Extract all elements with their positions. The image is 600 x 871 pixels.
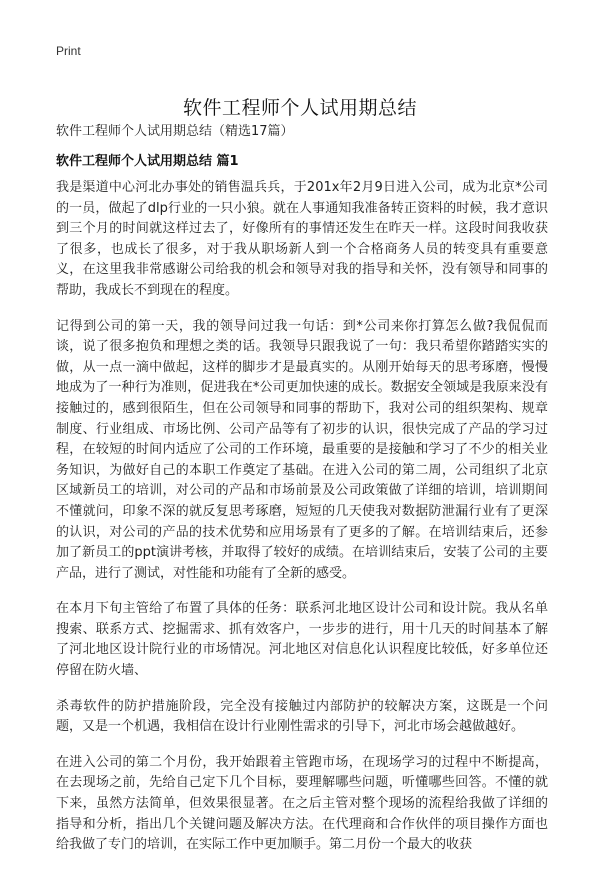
paragraph-3: 在本月下旬主管给了布置了具体的任务：联系河北地区设计公司和设计院。我从名单搜索、联系方式、挖掘需求、抓有效客户，一步步的进行，用十几天的时间基本了解了河北地区设计院行业的市场情况。河北地区对信息化认识程度比较低，好多单位还停留在防火墙、 xyxy=(56,601,548,679)
paragraph-1: 我是渠道中心河北办事处的销售温兵兵，于201x年2月9日进入公司，成为北京*公司的一员，做起了dlp行业的一只小狼。就在人事通知我准备转正资料的时候，我才意识到三个月的时间就这样过去了，好像所有的事情还发生在昨天一样。这段时间我收获了很多，也成长了很多，对于我从职场新人到一个合格商务人员的转变具有重要意义，在这里我非常感谢公司给我的机会和领导对我的指导和关怀，没有领导和同事的帮助，我成长不到现在的程度。 xyxy=(56,180,548,298)
section-heading: 软件工程师个人试用期总结 篇1 xyxy=(56,154,239,169)
paragraph-2: 记得到公司的第一天，我的领导问过我一句话：到*公司来你打算怎么做?我侃侃而谈，说了很多抱负和理想之类的话。我领导只跟我说了一句：我只希望你踏踏实实的做，从一点一滴中做起，这样的脚步才是最真实的。从刚开始每天的思考琢磨，慢慢地成为了一种行为准则，促进我在*公司更加快速的成长。数据安全领域是我原来没有接触过的，感到很陌生，但在公司领导和同事的帮助下，我对公司的组织架构、规章制度、行业组成、市场比例、公司产品等有了初步的认识，很快完成了产品的学习过程，在较短的时间内适应了公司的工作环境，最重要的是接触和学习了不少的相关业务知识，为做好自己的本职工作奠定了基础。在进入公司的第二周，公司组织了北京区域新员工的培训，对公司的产品和市场前景及公司政策做了详细的培训，培训期间不懂就问，印象不深的就反复思考琢磨，短短的几天使我对数据防泄漏行业有了更深的认识，对公司的产品的技术优势和应用场景有了更多的了解。在培训结束后，还参加了新员工的ppt演讲考核，并取得了较好的成绩。在培训结束后，安装了公司的主要产品，进行了测试，对性能和功能有了全新的感受。 xyxy=(56,318,548,581)
document-title: 软件工程师个人试用期总结 xyxy=(182,96,417,119)
print-label: Print xyxy=(56,44,81,58)
document-subtitle: 软件工程师个人试用期总结（精选17篇） xyxy=(56,124,294,139)
document-body xyxy=(56,178,548,871)
paragraph-5: 在进入公司的第二个月份，我开始跟着主管跑市场，在现场学习的过程中不断提高，在去现场之前，先给自己定下几个目标，要理解哪些问题，听懂哪些回答。不懂的就下来，虽然方法简单，但效果很显著。在之后主管对整个现场的流程给我做了详细的指导和分析，指出几个关键问题及解决方法。在代理商和合作伙伴的项目操作方面也给我做了专门的培训，在实际工作中更加顺手。第二月份一个最大的收获 xyxy=(56,754,548,853)
paragraph-4: 杀毒软件的防护措施阶段，完全没有接触过内部防护的较解决方案，这既是一个问题，又是一个机遇，我相信在设计行业刚性需求的引导下，河北市场会越做越好。 xyxy=(56,698,548,735)
